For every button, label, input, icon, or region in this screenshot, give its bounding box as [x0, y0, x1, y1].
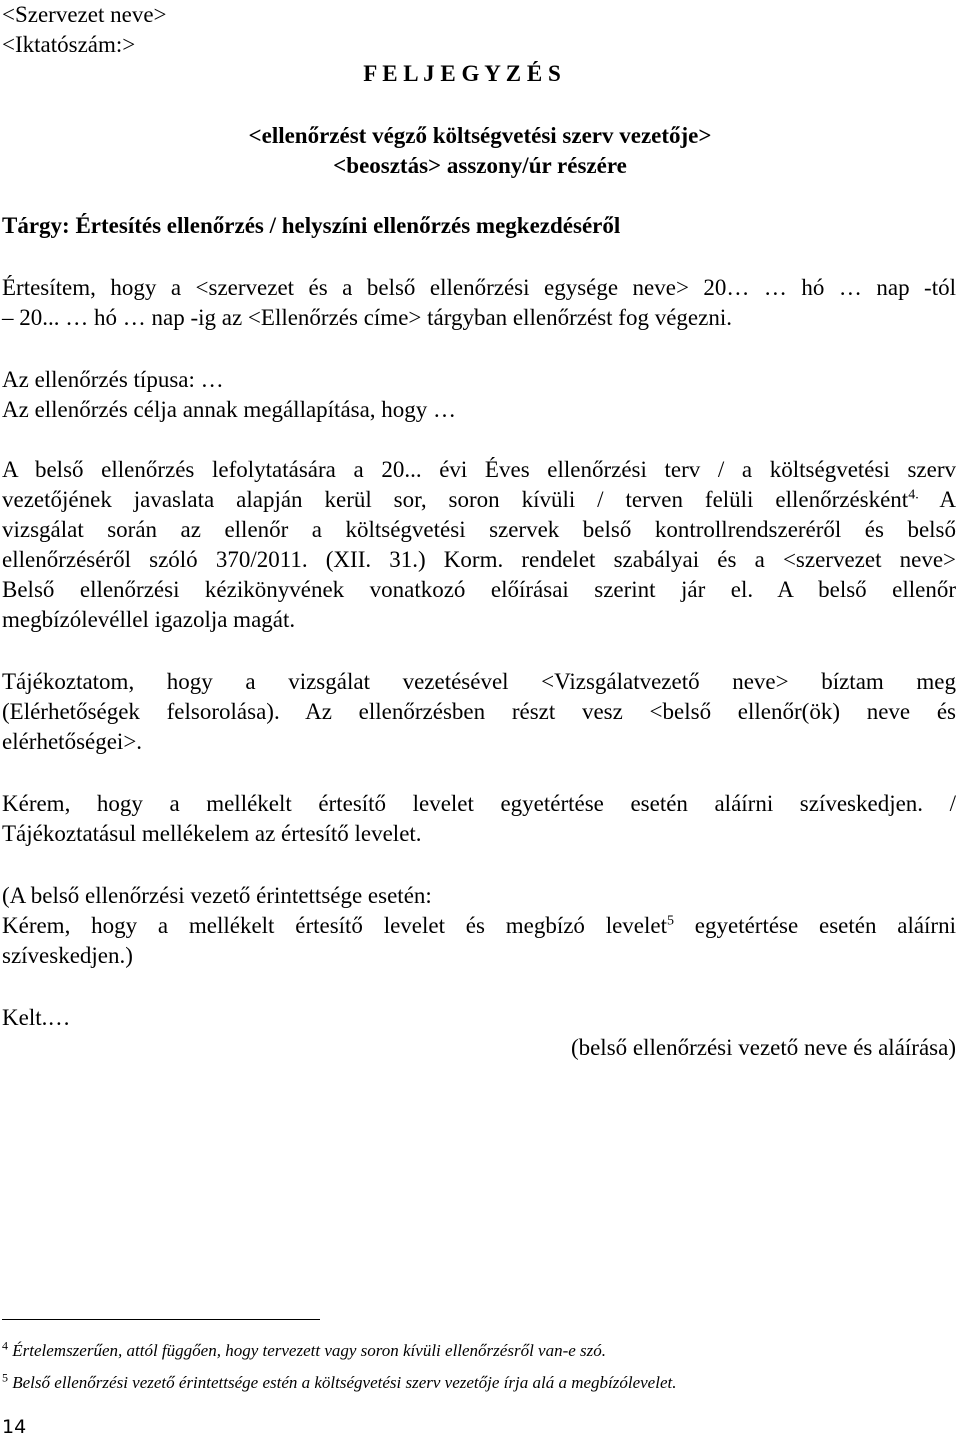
- file-number: <Iktatószám:>: [2, 32, 136, 57]
- paragraph-3-line-2-text: vezetőjének javaslata alapján kerül sor, soron kívüli / terven felüli ellenőrzésként: [2, 487, 909, 512]
- signature-line: (belső ellenőrzési vezető neve és aláírása): [570, 1035, 956, 1060]
- paragraph-6-line-3: szíveskedjen.): [2, 943, 133, 968]
- footnote-4-text: Értelemszerűen, attól függően, hogy tervezett vagy soron kívüli ellenőrzésről van-e szó.: [12, 1341, 607, 1360]
- paragraph-4-line-2: (Elérhetőségek felsorolása). Az ellenőrzésben részt vesz <belső ellenőr(ök) neve és: [2, 699, 956, 724]
- paragraph-1-line-1: Értesítem, hogy a <szervezet és a belső ellenőrzési egysége neve> 20… … hó … nap -tól: [2, 275, 956, 300]
- paragraph-6-line-2-tail: egyetértése esetén aláírni: [694, 913, 956, 938]
- dated-line: Kelt.…: [2, 1005, 71, 1030]
- paragraph-3-line-4: ellenőrzéséről szóló 370/2011. (XII. 31.) Korm. rendelet szabályai és a <szervezet neve>: [2, 547, 956, 572]
- inspection-goal-line: Az ellenőrzés célja annak megállapítása, hogy …: [2, 397, 457, 422]
- document-title: F E L J E G Y Z É S: [363, 61, 561, 86]
- footnote-ref-4: 4.: [908, 487, 919, 503]
- paragraph-3-line-6: megbízólevéllel igazolja magát.: [2, 607, 296, 632]
- footnote-ref-5: 5: [667, 913, 674, 929]
- subject-line: Tárgy: Értesítés ellenőrzés / helyszíni ellenőrzés megkezdéséről: [2, 213, 621, 238]
- paragraph-3-line-3: vizsgálat során az ellenőr a költségvetési szervek belső kontrollrendszeréről és belső: [2, 517, 956, 542]
- org-name: <Szervezet neve>: [2, 2, 167, 27]
- footnote-4: [2, 1340, 606, 1362]
- footnote-5-text: Belső ellenőrzési vezető érintettsége estén a költségvetési szerv vezetője írja alá a megbízólevelet.: [12, 1373, 677, 1392]
- recipient-line-1: <ellenőrzést végző költségvetési szerv vezetője>: [248, 123, 712, 148]
- paragraph-5-line-1: Kérem, hogy a mellékelt értesítő levelet egyetértése esetén aláírni szíveskedjen. /: [2, 791, 956, 816]
- paragraph-3-line-2: [2, 486, 956, 514]
- paragraph-5-line-2: Tájékoztatásul mellékelem az értesítő levelet.: [2, 821, 422, 846]
- paragraph-6-line-1: (A belső ellenőrzési vezető érintettsége esetén:: [2, 883, 432, 908]
- paragraph-6-line-2: [2, 912, 956, 940]
- paragraph-3-line-2-tail: A: [939, 487, 956, 512]
- footnote-5-number: 5: [2, 1370, 8, 1385]
- footnote-4-number: 4: [2, 1338, 8, 1353]
- footnote-5: [2, 1372, 676, 1394]
- inspection-type-line: Az ellenőrzés típusa: …: [2, 367, 224, 392]
- footnote-divider: [2, 1319, 320, 1320]
- paragraph-3-line-5: Belső ellenőrzési kézikönyvének vonatkozó előírásai szerint jár el. A belső ellenőr: [2, 577, 956, 602]
- page-number: 14: [2, 1416, 27, 1438]
- paragraph-1-line-2: – 20... … hó … nap -ig az <Ellenőrzés címe> tárgyban ellenőrzést fog végezni.: [2, 305, 732, 330]
- recipient-line-2: <beosztás> asszony/úr részére: [333, 153, 627, 178]
- paragraph-4-line-3: elérhetőségei>.: [2, 729, 143, 754]
- paragraph-6-line-2-text: Kérem, hogy a mellékelt értesítő levelet és megbízó levelet: [2, 913, 667, 938]
- paragraph-4-line-1: Tájékoztatom, hogy a vizsgálat vezetésével <Vizsgálatvezető neve> bíztam meg: [2, 669, 956, 694]
- paragraph-3-line-1: A belső ellenőrzés lefolytatására a 20... évi Éves ellenőrzési terv / a költségvetési szerv: [2, 457, 956, 482]
